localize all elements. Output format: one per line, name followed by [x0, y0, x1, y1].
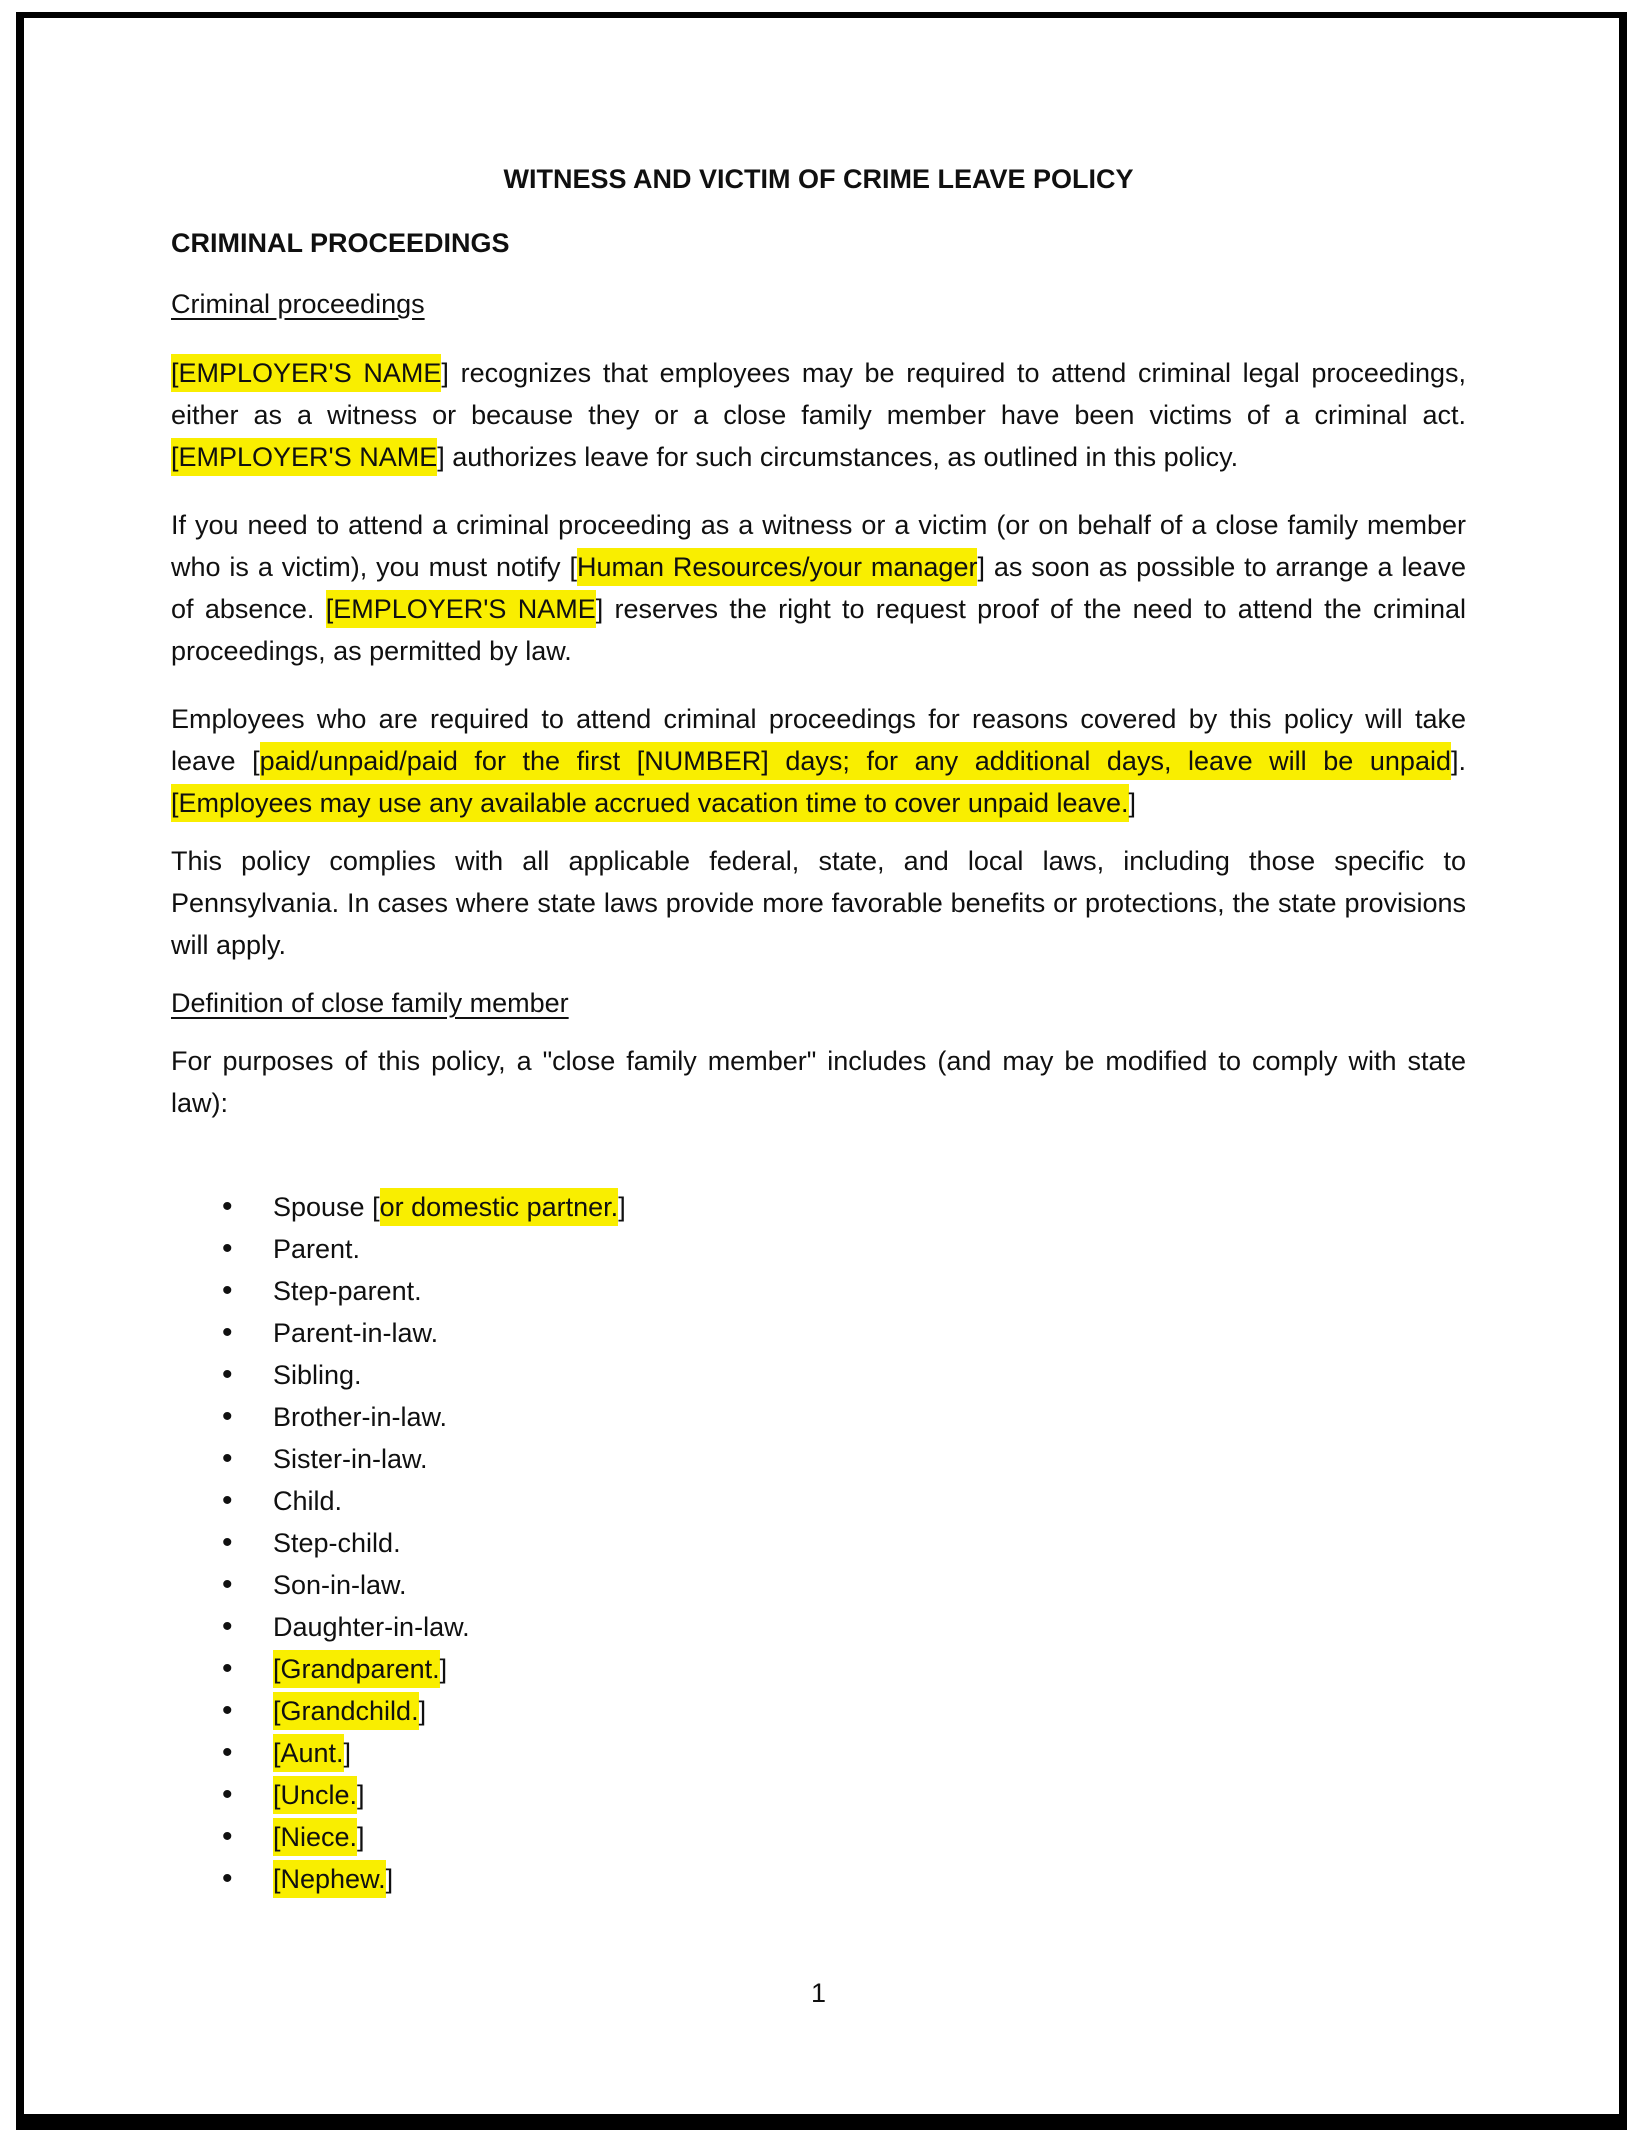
highlighted-text: [Employees may use any available accrued vacation time to cover unpaid leave. — [171, 784, 1129, 822]
highlighted-text: [Aunt. — [273, 1734, 344, 1772]
list-item — [171, 1564, 1466, 1606]
section-heading: CRIMINAL PROCEEDINGS — [171, 228, 510, 258]
text-run: Employees who are required to attend criminal proceedings for reasons covered by this policy will take leave [ — [171, 704, 1466, 776]
text-run: Sibling. — [273, 1360, 362, 1390]
text-run: ] recognizes that employees may be required to attend criminal legal proceedings, either as a witness or because they or a close family member have been victims of a criminal act. — [171, 358, 1466, 430]
text-run: If you need to attend a criminal proceeding as a witness or a victim (or on behalf of a close family member who is a victim), you must notify [ — [171, 510, 1466, 582]
text-run: ] as soon as possible to arrange a leave of absence. — [171, 552, 1466, 624]
text-run: ] — [357, 1822, 365, 1852]
list-item — [171, 1858, 1466, 1900]
list-item — [171, 1396, 1466, 1438]
text-run: Spouse [ — [273, 1192, 380, 1222]
text-run: Step-parent. — [273, 1276, 422, 1306]
paragraph-recognition — [171, 352, 1466, 478]
paragraph-law-compliance — [171, 840, 1466, 966]
text-run: Parent. — [273, 1234, 361, 1264]
paragraph-notification — [171, 504, 1466, 672]
list-item — [171, 1648, 1466, 1690]
highlighted-text: [Nephew. — [273, 1860, 386, 1898]
page-content — [171, 158, 1466, 1900]
list-item — [171, 1438, 1466, 1480]
text-run: ] authorizes leave for such circumstances, as outlined in this policy. — [437, 442, 1239, 472]
list-item — [171, 1228, 1466, 1270]
text-run: For purposes of this policy, a "close family member" includes (and may be modified to comply with state law): — [171, 1046, 1466, 1118]
list-item — [171, 1312, 1466, 1354]
text-run: ] — [357, 1780, 365, 1810]
list-item — [171, 1270, 1466, 1312]
text-run: ]. — [1450, 746, 1466, 776]
list-item — [171, 1732, 1466, 1774]
text-run: Daughter-in-law. — [273, 1612, 470, 1642]
list-item — [171, 1354, 1466, 1396]
subsection-heading: Criminal proceedings — [171, 289, 425, 319]
text-run: Brother-in-law. — [273, 1402, 448, 1432]
text-run: ] — [618, 1192, 626, 1222]
highlighted-text: [Grandchild. — [273, 1692, 419, 1730]
definition-heading: Definition of close family member — [171, 988, 569, 1018]
text-run: ] reserves the right to request proof of the need to attend the criminal proceedings, as permitted by law. — [171, 594, 1467, 666]
list-item — [171, 1186, 1466, 1228]
text-run: ] — [1128, 788, 1137, 818]
text-run: Step-child. — [273, 1528, 401, 1558]
list-item — [171, 1690, 1466, 1732]
family-member-list — [171, 1186, 1466, 1900]
text-run: ] — [343, 1738, 352, 1768]
text-run: ] — [439, 1654, 448, 1684]
list-item — [171, 1816, 1466, 1858]
highlighted-text: [EMPLOYER'S NAME — [171, 438, 437, 476]
text-run: Son-in-law. — [273, 1570, 407, 1600]
text-run: Parent-in-law. — [273, 1318, 439, 1348]
page-number: 1 — [810, 1978, 827, 2008]
text-run: This policy complies with all applicable federal, state, and local laws, including those specific to Pennsylvania. In cases where state laws provide more favorable benefits or protections, the state provisions will apply. — [171, 846, 1466, 960]
highlighted-text: [EMPLOYER'S NAME — [326, 590, 596, 628]
list-item — [171, 1774, 1466, 1816]
highlighted-text: [Uncle. — [273, 1776, 357, 1814]
document-title: WITNESS AND VICTIM OF CRIME LEAVE POLICY — [503, 164, 1134, 194]
highlighted-text: paid/unpaid/paid for the first [NUMBER] days; for any additional days, leave will be unpaid — [260, 742, 1451, 780]
highlighted-text: [EMPLOYER'S NAME — [171, 354, 441, 392]
highlighted-text: Human Resources/your manager — [577, 548, 978, 586]
text-run: ] — [418, 1696, 427, 1726]
paragraph-definition-intro — [171, 1040, 1466, 1124]
highlighted-text: or domestic partner. — [380, 1188, 619, 1226]
list-item — [171, 1480, 1466, 1522]
highlighted-text: [Niece. — [273, 1818, 357, 1856]
highlighted-text: [Grandparent. — [273, 1650, 440, 1688]
list-item — [171, 1606, 1466, 1648]
text-run: ] — [385, 1864, 394, 1894]
paragraph-leave-pay — [171, 698, 1466, 824]
text-run: Child. — [273, 1486, 343, 1516]
text-run: Sister-in-law. — [273, 1444, 428, 1474]
list-item — [171, 1522, 1466, 1564]
